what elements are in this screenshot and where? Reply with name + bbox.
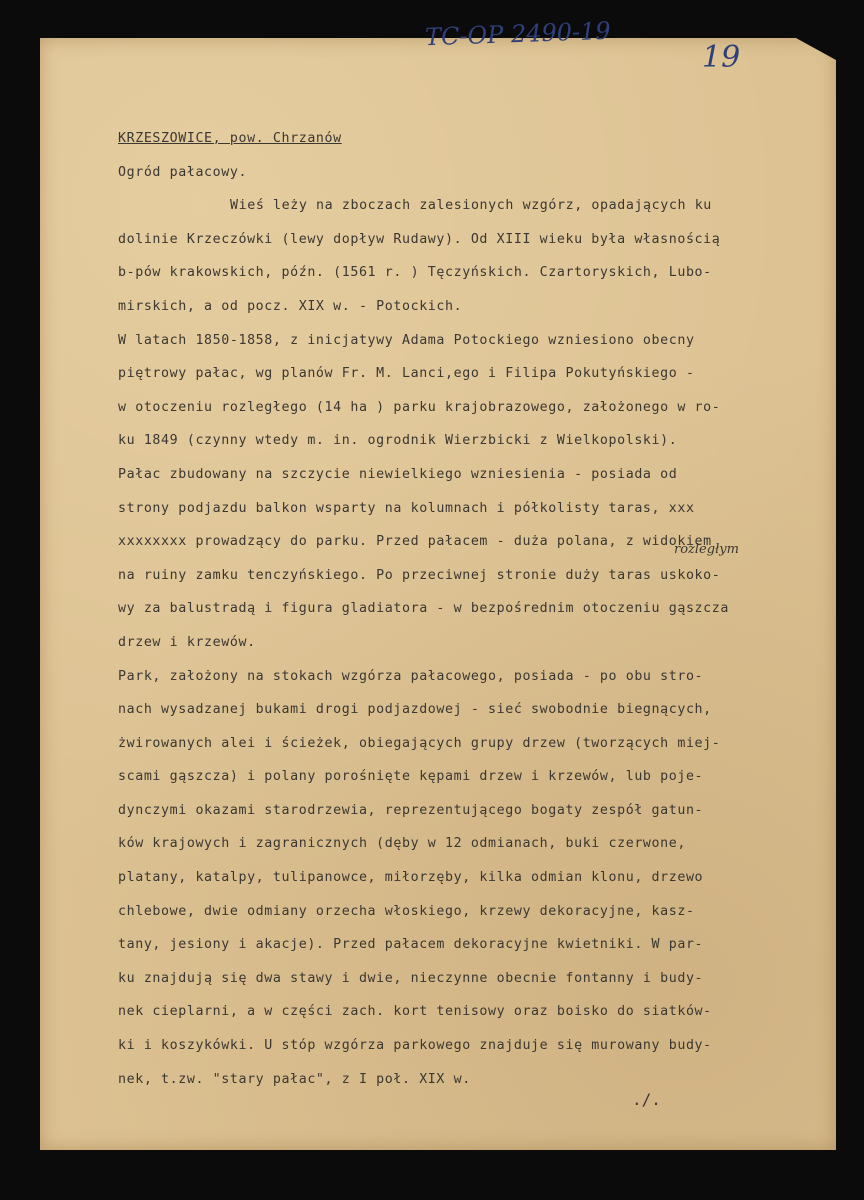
page-number: 19 <box>702 40 741 75</box>
text-line: scami gąszcza) i polany porośnięte kępami drzew i krzewów, lub poje- <box>118 769 704 785</box>
text-line: nek cieplarni, a w części zach. kort tenisowy oraz boisko do siatków- <box>118 1004 712 1020</box>
text-line: mirskich, a od pocz. XIX w. - Potockich. <box>118 298 463 314</box>
end-mark: ./. <box>632 1090 661 1109</box>
document-heading: KRZESZOWICE, pow. Chrzanów <box>118 131 342 146</box>
document-subheading: Ogród pałacowy. <box>118 164 248 180</box>
handwritten-margin-note: rozległym <box>674 542 739 557</box>
text-line: Wieś leży na zboczach zalesionych wzgórz, opadających ku <box>230 198 712 214</box>
text-line: na ruiny zamku tenczyńskiego. Po przeciwnej stronie duży taras uskoko- <box>118 567 721 583</box>
text-line: ków krajowych i zagranicznych (dęby w 12 odmianach, buki czerwone, <box>118 836 686 852</box>
text-line: ki i koszykówki. U stóp wzgórza parkowego znajduje się murowany budy- <box>118 1038 712 1054</box>
text-line: Pałac zbudowany na szczycie niewielkiego wzniesienia - posiada od <box>118 466 678 482</box>
typed-text-block <box>118 122 729 1096</box>
text-line: tany, jesiony i akacje). Przed pałacem dekoracyjne kwietniki. W par- <box>118 937 704 953</box>
text-line: nek, t.zw. "stary pałac", z I poł. XIX w. <box>118 1071 471 1087</box>
text-line: ku znajdują się dwa stawy i dwie, nieczynne obecnie fontanny i budy- <box>118 970 704 986</box>
text-line: Park, założony na stokach wzgórza pałacowego, posiada - po obu stro- <box>118 668 704 684</box>
text-line: dynczymi okazami starodrzewia, reprezentującego bogaty zespół gatun- <box>118 802 704 818</box>
text-line: b-pów krakowskich, późn. (1561 r. ) Tęczyńskich. Czartoryskich, Lubo- <box>118 265 712 281</box>
text-line: wy za balustradą i figura gladiatora - w bezpośrednim otoczeniu gąszcza <box>118 601 729 617</box>
torn-corner <box>796 38 836 60</box>
text-line: xxxxxxxx prowadzący do parku. Przed pałacem - duża polana, z widokiem <box>118 534 712 550</box>
text-line: dolinie Krzeczówki (lewy dopływ Rudawy). Od XIII wieku była własnością <box>118 231 721 247</box>
text-line: drzew i krzewów. <box>118 634 256 650</box>
text-line: nach wysadzanej bukami drogi podjazdowej - sieć swobodnie biegnących, <box>118 702 712 718</box>
text-line: ku 1849 (czynny wtedy m. in. ogrodnik Wierzbicki z Wielkopolski). <box>118 433 678 449</box>
text-line: w otoczeniu rozległego (14 ha ) parku krajobrazowego, założonego w ro- <box>118 399 721 415</box>
text-line: platany, katalpy, tulipanowce, miłorzęby, kilka odmian klonu, drzewo <box>118 870 704 886</box>
text-line: strony podjazdu balkon wsparty na kolumnach i półkolisty taras, xxx <box>118 500 695 516</box>
text-line: chlebowe, dwie odmiany orzecha włoskiego, krzewy dekoracyjne, kasz- <box>118 903 695 919</box>
text-line: W latach 1850-1858, z inicjatywy Adama Potockiego wzniesiono obecny <box>118 332 695 348</box>
text-line: piętrowy pałac, wg planów Fr. M. Lanci,ego i Filipa Pokutyńskiego - <box>118 366 695 382</box>
text-line: żwirowanych alei i ścieżek, obiegających grupy drzew (tworzących miej- <box>118 735 721 751</box>
archive-signature: TC-OP 2490-19 <box>424 16 612 52</box>
